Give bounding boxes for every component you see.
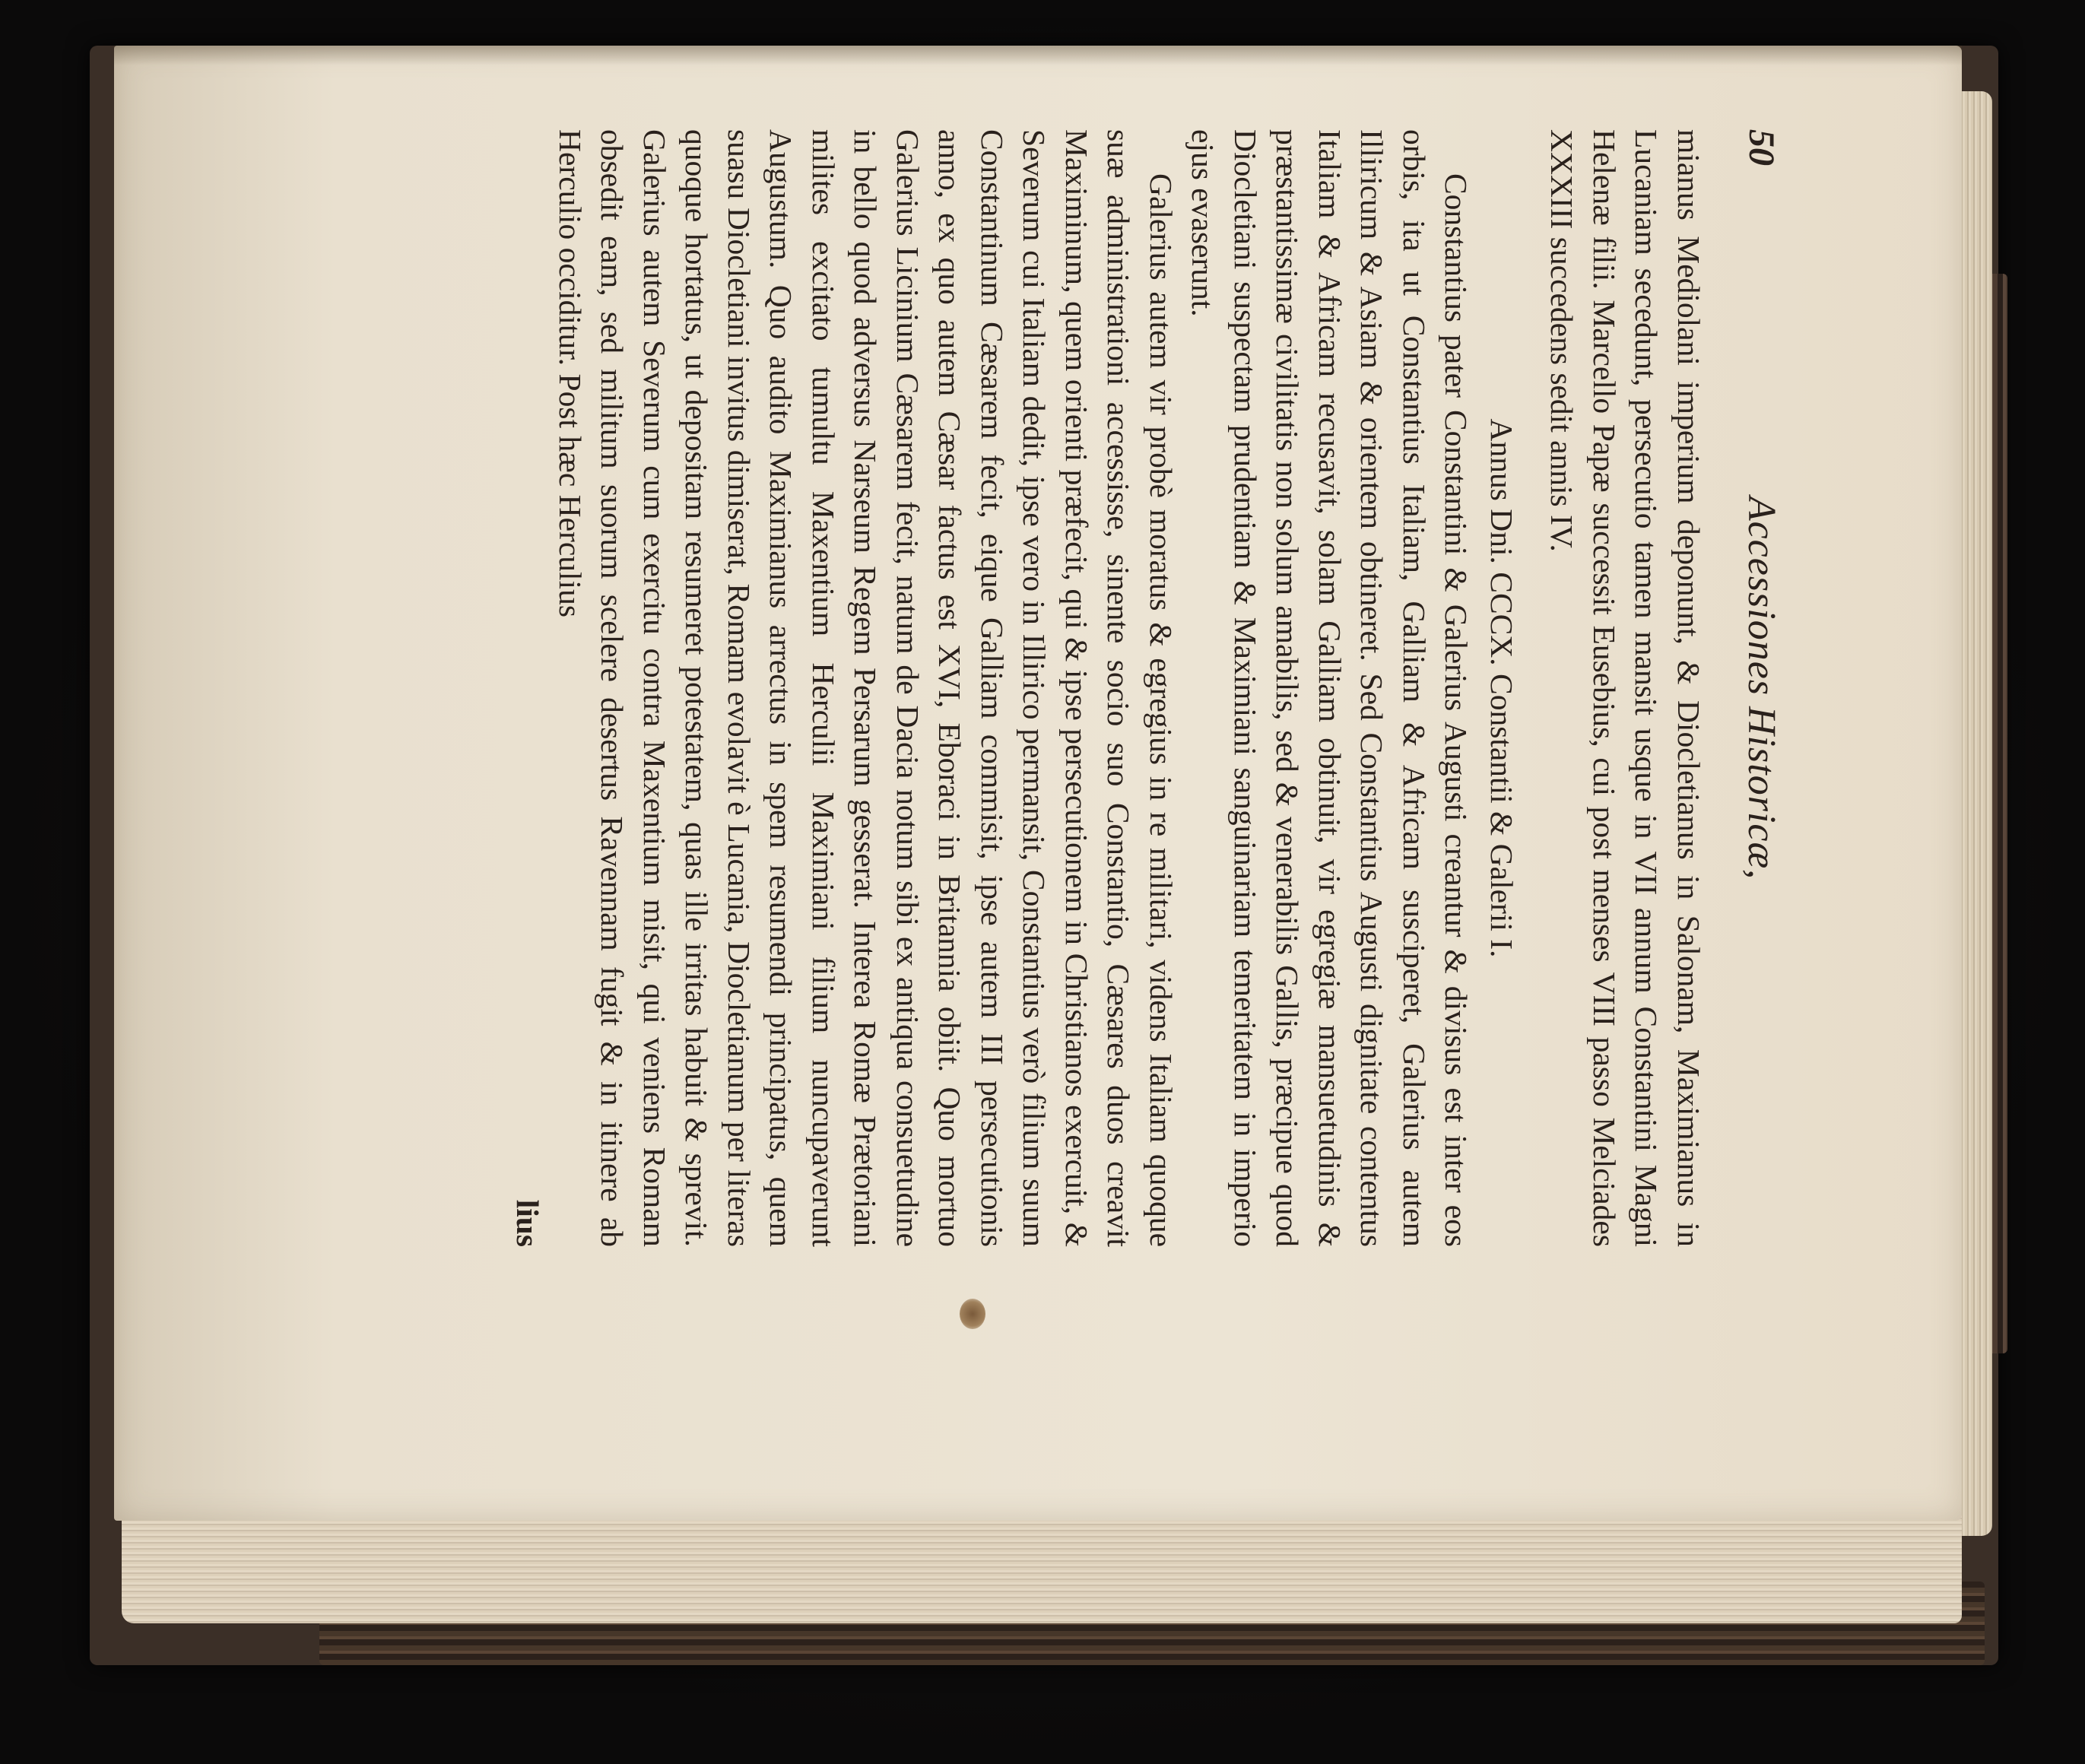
running-title: Accessiones Historicæ, <box>1740 496 1783 880</box>
gutter-shadow <box>114 46 1962 65</box>
body-text <box>507 129 1710 1247</box>
paragraph: Constantius pater Constantini & Galerius Augusti creantur & divisus est inter eos orbis, ita ut Constantius Italiam, Galliam & Africam susciperet, Galerius autem Illiricum & Asiam & orientem obtineret. Sed Constantius Augusti dignitate contentus Italiam & Africam recusavit, solam Galliam obtinuit, vir egregiæ mansuetudinis & præstantissimæ civilitatis non solum amabilis, sed & venerabilis Gallis, præcipue quod Diocletiani suspectam prudentiam & Maximiani sanguinariam temeritatem in imperio ejus evaserunt. <box>1185 129 1474 1247</box>
year-heading: Annus Dni. CCCX. Constantii & Galerii I. <box>1484 418 1519 958</box>
rotated-page-text <box>99 129 1787 1247</box>
page-number: 50 <box>1741 129 1782 166</box>
catchword: lius <box>510 1199 546 1247</box>
page-edges-bottom <box>122 1509 1962 1623</box>
running-head <box>1718 129 1787 1247</box>
ink-blot <box>960 1299 985 1329</box>
paragraph: Galerius autem vir probè moratus & egregius in re militari, videns Italiam quoque suæ administrationi accessisse, sinente socio suo Constantio, Cæsares duos creavit Maximinum, quem orienti præfecit, qui & ipse persecutionem in Christianos exercuit, & Severum cui Italiam dedit, ipse vero in Illirico permansit, Constantius verò filium suum Constantinum Cæsarem fecit, eique Galliam commisit, ipse autem III persecutionis anno, ex quo autem Cæsar factus est XVI, Eboraci in Britannia obiit. Quo mortuo Galerius Licinium Cæsarem fecit, natum de Dacia notum sibi ex antiqua consuetudine in bello quod adversus Narseum Regem Persarum gesserat. Interea Romæ Prætoriani milites excitato tumultu Maxentium Herculii Maximiani filium nuncupaverunt Augustum. Quo audito Maximianus arrectus in spem resumendi principatus, quem suasu Diocletiani invitus dimiserat, Romam evolavit è Lucania, Diocletianum per literas quoque hortatus, ut depositam resumeret potestatem, quas ille irritas habuit & sprevit. Galerius autem Severum cum exercitu contra Maxentium misit, qui veniens Romam obsedit eam, sed militum suorum scelere desertus Ravennam fugit & in itinere ab Herculio occiditur. Post hæc Herculius <box>553 129 1179 1247</box>
paragraph: mianus Mediolani imperium deponunt, & Diocletianus in Salonam, Maximianus in Lucaniam secedunt, persecutio tamen mansit usque in VII annum Constantini Magni Helenæ filii. Marcello Papæ successit Eusebius, cui post menses VIII passo Melciades XXXIII succedens sedit annis IV. <box>1544 129 1706 1247</box>
